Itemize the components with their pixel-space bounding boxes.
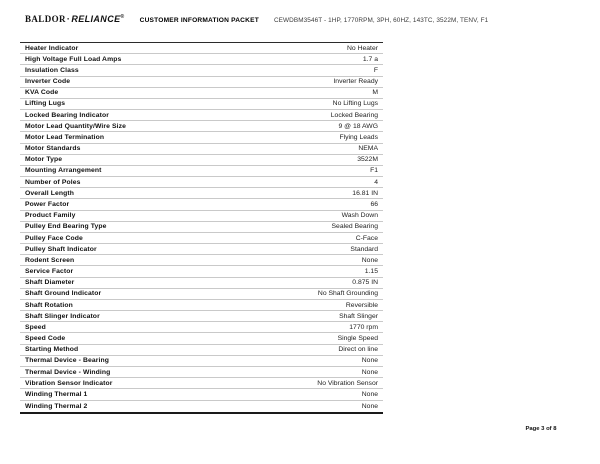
spec-value: None: [361, 402, 378, 410]
spec-value: Single Speed: [337, 335, 378, 343]
spec-label: Lifting Lugs: [25, 100, 66, 108]
spec-value: None: [361, 390, 378, 398]
spec-value: 1770 rpm: [349, 323, 378, 331]
table-row: [20, 255, 383, 266]
table-row: [20, 110, 383, 121]
spec-value: Direct on line: [338, 346, 378, 354]
spec-label: Service Factor: [25, 268, 74, 276]
table-row: [20, 188, 383, 199]
spec-value: Flying Leads: [339, 133, 378, 141]
spec-label: Motor Lead Quantity/Wire Size: [25, 122, 127, 130]
spec-value: 16.81 IN: [352, 189, 378, 197]
spec-label: Mounting Arrangement: [25, 167, 102, 175]
spec-value: None: [361, 256, 378, 264]
spec-label: Thermal Device - Winding: [25, 368, 111, 376]
spec-value: Standard: [350, 245, 378, 253]
table-row: [20, 333, 383, 344]
table-row: [20, 121, 383, 132]
registered-trademark-icon: ®: [120, 14, 125, 20]
spec-label: Motor Type: [25, 156, 63, 164]
table-row: [20, 289, 383, 300]
spec-label: Overall Length: [25, 189, 74, 197]
table-row: [20, 166, 383, 177]
spec-label: Winding Thermal 1: [25, 390, 88, 398]
spec-label: Rodent Screen: [25, 256, 75, 264]
table-row: [20, 378, 383, 389]
table-row: [20, 233, 383, 244]
table-row: [20, 222, 383, 233]
spec-value: No Vibration Sensor: [317, 379, 378, 387]
spec-label: Heater Indicator: [25, 44, 79, 52]
spec-label: Shaft Rotation: [25, 301, 73, 309]
spec-value: NEMA: [358, 145, 378, 153]
table-row: [20, 300, 383, 311]
table-row: [20, 356, 383, 367]
product-description: CEWDBM3546T - 1HP, 1770RPM, 3PH, 60HZ, 143TC, 3522M, TENV, F1: [273, 17, 489, 24]
logo-separator: ·: [66, 14, 71, 24]
spec-value: 66: [370, 200, 378, 208]
spec-value: 9 @ 18 AWG: [338, 122, 378, 130]
spec-value: No Heater: [347, 44, 378, 52]
table-row: [20, 345, 383, 356]
spec-table: [20, 42, 383, 414]
spec-label: Inverter Code: [25, 78, 71, 86]
spec-label: Pulley Shaft Indicator: [25, 245, 97, 253]
spec-label: Motor Standards: [25, 145, 81, 153]
spec-label: Winding Thermal 2: [25, 402, 88, 410]
spec-label: Shaft Slinger Indicator: [25, 312, 100, 320]
table-row: [20, 99, 383, 110]
spec-value: None: [361, 357, 378, 365]
spec-label: Speed: [25, 323, 46, 331]
spec-value: 0.875 IN: [352, 279, 378, 287]
spec-label: High Voltage Full Load Amps: [25, 55, 122, 63]
spec-value: Shaft Slinger: [339, 312, 378, 320]
spec-value: M: [372, 89, 378, 97]
spec-label: Motor Lead Termination: [25, 133, 105, 141]
spec-label: Thermal Device - Bearing: [25, 357, 109, 365]
spec-label: Vibration Sensor Indicator: [25, 379, 113, 387]
table-row: [20, 278, 383, 289]
document-title: CUSTOMER INFORMATION PACKET: [139, 17, 259, 24]
spec-label: Product Family: [25, 212, 76, 220]
table-row: [20, 244, 383, 255]
logo-reliance-text: RELIANCE: [71, 14, 121, 24]
table-row: [20, 155, 383, 166]
table-row: [20, 401, 383, 412]
spec-label: Shaft Diameter: [25, 279, 75, 287]
spec-value: None: [361, 368, 378, 376]
spec-value: No Lifting Lugs: [332, 100, 378, 108]
table-row: [20, 389, 383, 400]
table-row: [20, 54, 383, 65]
table-row: [20, 199, 383, 210]
spec-value: 4: [374, 178, 378, 186]
table-row: [20, 132, 383, 143]
table-row: [20, 211, 383, 222]
table-row: [20, 266, 383, 277]
table-row: [20, 77, 383, 88]
spec-label: Pulley End Bearing Type: [25, 223, 107, 231]
spec-value: No Shaft Grounding: [317, 290, 378, 298]
spec-label: Pulley Face Code: [25, 234, 83, 242]
spec-value: 3522M: [357, 156, 378, 164]
spec-label: Shaft Ground Indicator: [25, 290, 102, 298]
spec-label: KVA Code: [25, 89, 59, 97]
table-row: [20, 322, 383, 333]
table-row: [20, 177, 383, 188]
spec-label: Locked Bearing Indicator: [25, 111, 109, 119]
spec-value: Sealed Bearing: [331, 223, 378, 231]
logo-baldor-text: BALDOR: [25, 14, 66, 24]
table-row: [20, 367, 383, 378]
spec-label: Power Factor: [25, 200, 70, 208]
spec-value: Wash Down: [341, 212, 378, 220]
spec-label: Number of Poles: [25, 178, 81, 186]
spec-value: F1: [370, 167, 378, 175]
spec-value: C-Face: [355, 234, 378, 242]
spec-value: Inverter Ready: [333, 78, 378, 86]
spec-value: Locked Bearing: [330, 111, 378, 119]
baldor-reliance-logo: [25, 14, 125, 24]
table-row: [20, 311, 383, 322]
table-row: [20, 43, 383, 54]
spec-value: Reversible: [345, 301, 378, 309]
table-row: [20, 88, 383, 99]
table-row: [20, 144, 383, 155]
spec-label: Starting Method: [25, 346, 79, 354]
document-header: [25, 14, 580, 24]
spec-label: Speed Code: [25, 335, 66, 343]
spec-value: 1.7 a: [362, 55, 378, 63]
spec-value: F: [373, 66, 378, 74]
page-number: Page 3 of 8: [525, 426, 557, 432]
spec-label: Insulation Class: [25, 66, 79, 74]
table-row: [20, 65, 383, 76]
spec-value: 1.15: [364, 268, 378, 276]
